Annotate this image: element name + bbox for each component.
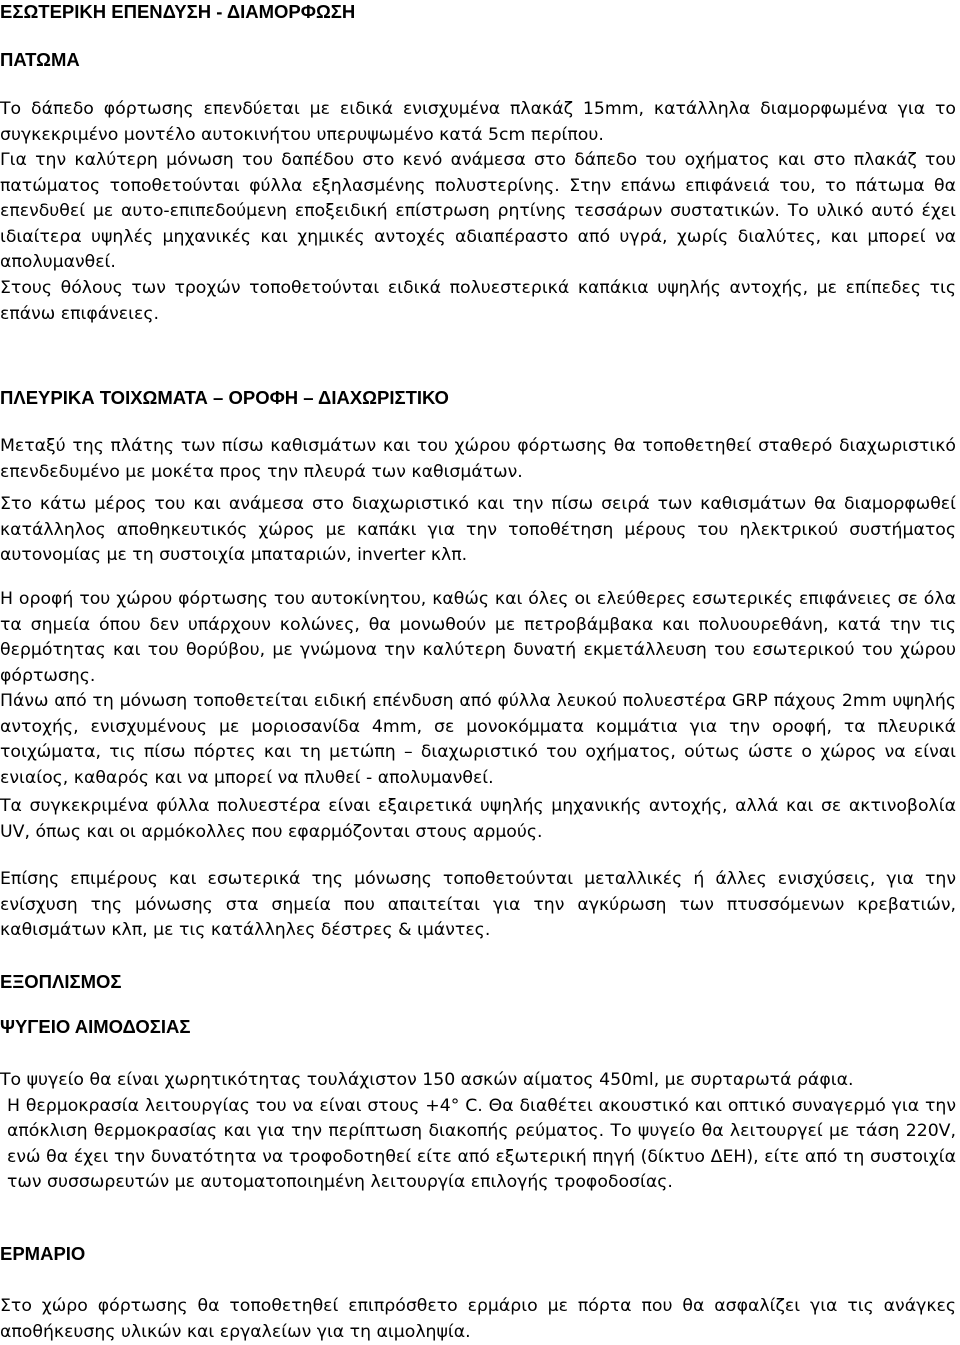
floor-paragraph-3: Στους θόλους των τροχών τοποθετούνται ειδικά πολυεστερικά καπάκια υψηλής αντοχής, με επίπεδες τις επάνω επιφάνειες. (0, 278, 956, 324)
walls-paragraph-2: Στο κάτω μέρος του και ανάμεσα στο διαχωριστικό και την πίσω σειρά των καθισμάτων θα διαμορφωθεί κατάλληλος αποθηκευτικός χώρος με καπάκι για την τοποθέτηση μέρους του ηλεκτρικού συστήματος αυτονομίας με τη συστοιχία μπαταριών, inverter κλπ. (0, 494, 956, 566)
heading-walls: ΠΛΕΥΡΙΚΑ ΤΟΙΧΩΜΑΤΑ – ΟΡΟΦΗ – ΔΙΑΧΩΡΙΣΤΙΚΟ (0, 387, 449, 408)
fridge-line-1: Το ψυγείο θα είναι χωρητικότητας τουλάχιστον 150 ασκών αίματος 450ml, με συρταρωτά ράφια. (0, 1070, 854, 1090)
walls-paragraph-4: Πάνω από τη μόνωση τοποθετείται ειδική επένδυση από φύλλα λευκού πολυεστέρα GRP πάχους 2mm υψηλής αντοχής, ενισχυμένους με μοριοσανίδα 4mm, σε μονοκόμματα κομμάτια για την οροφή, τα πλευρικά τοιχώματα, τις πίσω πόρτες και τη μετώπη – διαχωριστικό του οχήματος, ούτως ώστε ο χώρος να είναι ενιαίος, καθαρός και να μπορεί να πλυθεί - απολυμανθεί. (0, 691, 956, 788)
walls-paragraph-1: Μεταξύ της πλάτης των πίσω καθισμάτων και του χώρου φόρτωσης θα τοποθετηθεί σταθερό διαχωριστικό επενδεδυμένο με μοκέτα προς την πλευρά των καθισμάτων. (0, 436, 956, 482)
walls-paragraph-5: Τα συγκεκριμένα φύλλα πολυεστέρα είναι εξαιρετικά υψηλής μηχανικής αντοχής, αλλά και σε ακτινοβολία UV, όπως και οι αρμόκολλες που εφαρμόζονται στους αρμούς. (0, 796, 956, 842)
walls-paragraph-3: Η οροφή του χώρου φόρτωσης του αυτοκίνητου, καθώς και όλες οι ελεύθερες εσωτερικές επιφάνειες σε όλα τα σημεία όπου δεν υπάρχουν κολώνες, θα μονωθούν με πετροβάμβακα και πολυουρεθάνη, κατά την τις θερμότητας και του θορύβου, με γνώμονα την καλύτερη δυνατή εκμετάλλευση του εσωτερικού του χώρου φόρτωσης. (0, 589, 956, 686)
fridge-text (0, 1068, 956, 1196)
fridge-line-2: Η θερμοκρασία λειτουργίας του να είναι στους +4° C. Θα διαθέτει ακουστικό και οπτικό συναγερμό για την απόκλιση θερμοκρασίας και για την περίπτωση διακοπής ρεύματος. Το ψυγείο θα λειτουργεί με τάση 220V, ενώ θα έχει την δυνατότητα να τροφοδοτηθεί είτε από εξωτερική πηγή (δίκτυο ΔΕΗ), είτε από τη συστοιχία των συσσωρευτών με αυτοματοποιημένη λειτουργία επιλογής τροφοδοσίας. (7, 1095, 956, 1193)
heading-fridge: ΨΥΓΕΙΟ ΑΙΜΟΔΟΣΙΑΣ (0, 1016, 191, 1037)
cabinet-paragraph: Στο χώρο φόρτωσης θα τοποθετηθεί επιπρόσθετο ερμάριο με πόρτα που θα ασφαλίζει για τις ανάγκες αποθήκευσης υλικών και εργαλείων για τη αιμοληψία. (0, 1296, 956, 1342)
floor-paragraph-2: Για την καλύτερη μόνωση του δαπέδου στο κενό ανάμεσα στο δάπεδο του οχήματος και στο πλακάζ του πατώματος τοποθετούνται φύλλα εξηλασμένης πολυστερίνης. Στην επάνω επιφάνειά του, το πάτωμα θα επενδυθεί με αυτο-επιπεδούμενη εποξειδική επίστρωση ρητίνης τεσσάρων συστατικών. Το υλικό αυτό έχει ιδιαίτερα υψηλές μηχανικές και χημικές αντοχές αδιαπέραστο από υγρά, χωρίς διαλύτες, και μπορεί να απολυμανθεί. (0, 150, 956, 273)
heading-floor: ΠΑΤΩΜΑ (0, 49, 80, 70)
floor-paragraph-1: Το δάπεδο φόρτωσης επενδύεται με ειδικά ενισχυμένα πλακάζ 15mm, κατάλληλα διαμορφωμένα για το συγκεκριμένο μοντέλο αυτοκινήτου υπερυψωμένο κατά 5cm περίπου. (0, 99, 956, 145)
walls-paragraph-6: Επίσης επιμέρους και εσωτερικά της μόνωσης τοποθετούνται μεταλλικές ή άλλες ενισχύσεις, για την ενίσχυση της μόνωσης στα σημεία που απαιτείται για την αγκύρωση των πτυσσόμενων κρεβατιών, καθισμάτων κλπ, με τις κατάλληλες δέστρες & ιμάντες. (0, 869, 956, 941)
heading-cabinet: ΕΡΜΑΡΙΟ (0, 1243, 86, 1264)
heading-equipment: ΕΞΟΠΛΙΣΜΟΣ (0, 971, 122, 992)
heading-interior: ΕΣΩΤΕΡΙΚΗ ΕΠΕΝΔΥΣΗ - ΔΙΑΜΟΡΦΩΣΗ (0, 1, 356, 22)
